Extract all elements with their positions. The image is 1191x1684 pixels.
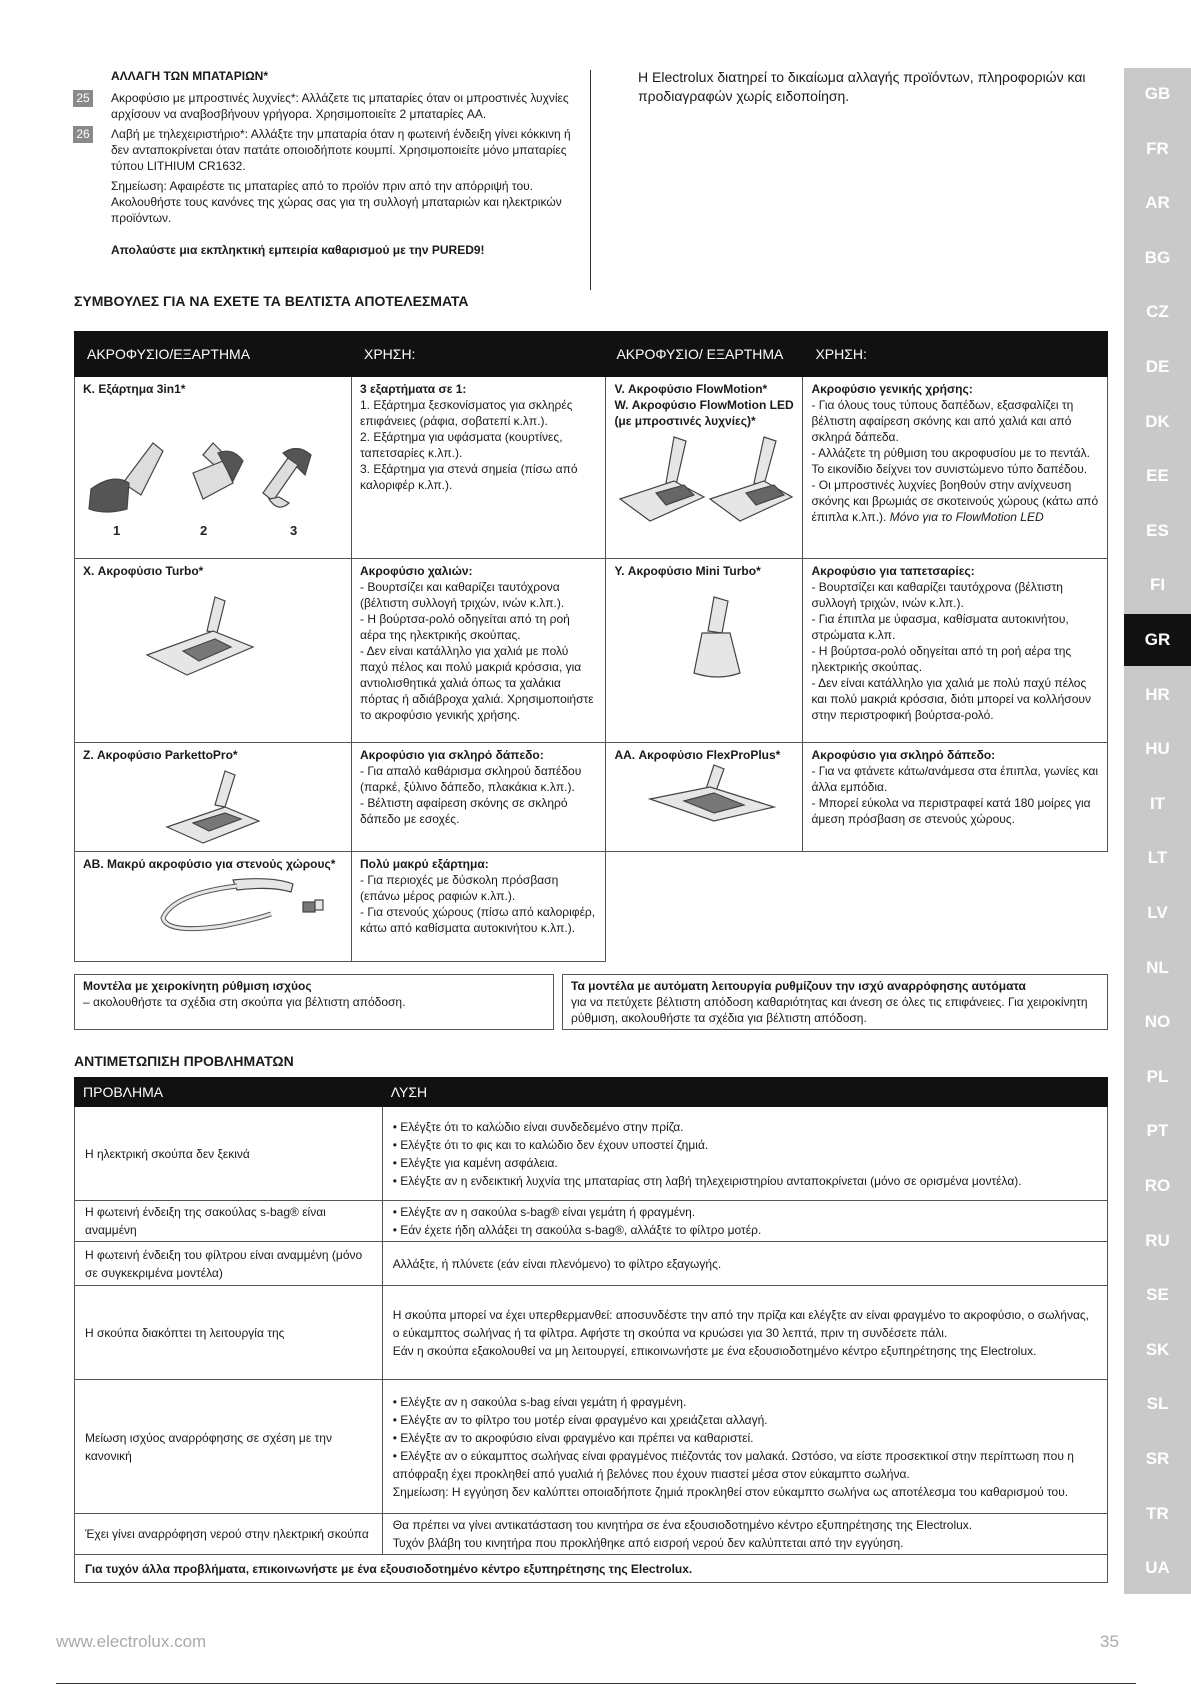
tips-heading: ΣΥΜΒΟΥΛΕΣ ΓΙΑ ΝΑ ΕΧΕΤΕ ΤΑ ΒΕΛΤΙΣΤΑ ΑΠΟΤΕΛΕΣΜΑΤΑ	[74, 293, 469, 309]
accessory-cell	[75, 852, 352, 962]
language-tab-dk[interactable]: DK	[1124, 396, 1191, 448]
usage-text: - Για περιοχές με δύσκολη πρόσβαση (επάνω μέρος ραφιών κ.λπ.). - Για στενούς χώρους (πίσω από καλοριφέρ, κάτω από καθίσματα αυτοκινήτου κ.λπ.).	[360, 873, 596, 935]
auto-power-text: για να πετύχετε βέλτιστη απόδοση καθαριότητας και άνεση σε όλες τις επιφάνειες. Για χειροκίνητη ρύθμιση, ακολουθήστε τα σχέδια για βέλτιστη απόδοση.	[571, 995, 1088, 1025]
usage-italic-note: Μόνο για το FlowMotion LED	[889, 510, 1044, 524]
language-tab-sl[interactable]: SL	[1124, 1378, 1191, 1430]
language-tab-ar[interactable]: AR	[1124, 177, 1191, 229]
manual-power-title: Μοντέλα με χειροκίνητη ρύθμιση ισχύος	[83, 979, 312, 993]
col-header: ΛΥΣΗ	[382, 1078, 1107, 1107]
usage-cell	[352, 377, 606, 559]
3in1-tool-illustration	[83, 403, 313, 543]
long-crevice-illustration	[153, 874, 333, 944]
part-label: 1	[113, 523, 121, 538]
language-tab-ua[interactable]: UA	[1124, 1542, 1191, 1594]
language-tab-hr[interactable]: HR	[1124, 669, 1191, 721]
mini-turbo-illustration	[674, 593, 774, 683]
battery-item-text: Λαβή με τηλεχειριστήριο*: Αλλάξτε την μπαταρία όταν η φωτεινή ένδειξη γίνει κόκκινη ή δεν ανταποκρίνεται όταν πατάτε οποιοδήποτε κουμπί. Χρησιμοποιείτε μόνο μπαταρίες τύπου LITHIUM CR1632.	[111, 127, 571, 173]
problem-cell: Η σκούπα διακόπτει τη λειτουργία της	[75, 1286, 383, 1380]
usage-title: Ακροφύσιο χαλιών:	[360, 564, 473, 578]
flowmotion-nozzle-illustration	[614, 433, 794, 523]
usage-title: Ακροφύσιο γενικής χρήσης:	[811, 382, 973, 396]
language-tab-gr[interactable]: GR	[1124, 614, 1191, 666]
usage-title: Ακροφύσιο για σκληρό δάπεδο:	[360, 748, 544, 762]
parkettopro-illustration	[163, 767, 323, 847]
usage-title: Πολύ μακρύ εξάρτημα:	[360, 857, 489, 871]
battery-note: Σημείωση: Αφαιρέστε τις μπαταρίες από το προϊόν πριν από την απόρριψή του. Ακολουθήστε τους κανόνες της χώρας σας για τη συλλογή μπαταριών και ηλεκτρικών προϊόντων.	[111, 179, 562, 225]
col-header: ΧΡΗΣΗ:	[803, 332, 1108, 377]
part-label: 2	[200, 523, 208, 538]
table-row	[75, 1514, 1108, 1555]
accessory-cell	[606, 559, 803, 743]
usage-cell	[352, 559, 606, 743]
accessory-name: AB. Μακρύ ακροφύσιο για στενούς χώρους*	[83, 857, 336, 871]
table-row	[75, 1201, 1108, 1242]
solution-cell: Αλλάξτε, ή πλύνετε (εάν είναι πλενόμενο) το φίλτρο εξαγωγής.	[382, 1242, 1107, 1286]
rights-note: Η Electrolux διατηρεί το δικαίωμα αλλαγής προϊόντων, πληροφοριών και προδιαγραφών χωρίς ειδοποίηση.	[638, 69, 1086, 104]
battery-heading: ΑΛΛΑΓΗ ΤΩΝ ΜΠΑΤΑΡΙΩΝ*	[111, 69, 269, 83]
problem-cell: Η ηλεκτρική σκούπα δεν ξεκινά	[75, 1107, 383, 1201]
usage-text: - Για να φτάνετε κάτω/ανάμεσα στα έπιπλα, γωνίες και άλλα εμπόδια. - Μπορεί εύκολα να περιστραφεί κατά 180 μοίρες για άμεση πρόσβαση σε στενούς χώρους.	[811, 764, 1099, 826]
accessory-cell	[75, 377, 352, 559]
language-tab-nl[interactable]: NL	[1124, 942, 1191, 994]
item-number: 25	[73, 90, 93, 107]
language-tab-lv[interactable]: LV	[1124, 887, 1191, 939]
accessory-name: V. Ακροφύσιο FlowMotion* W. Ακροφύσιο FlowMotion LED (με μπροστινές λυχνίες)*	[614, 382, 794, 428]
language-tab-es[interactable]: ES	[1124, 505, 1191, 557]
col-header: ΧΡΗΣΗ:	[352, 332, 606, 377]
flexproplus-illustration	[644, 763, 794, 823]
manual-power-box	[74, 974, 554, 1030]
battery-item-text: Ακροφύσιο με μπροστινές λυχνίες*: Αλλάζετε τις μπαταρίες όταν οι μπροστινές λυχνίες αρχίσουν να αναβοσβήνουν γρήγορα. Χρησιμοποιείτε 2 μπαταρίες AA.	[111, 91, 569, 121]
auto-power-title: Τα μοντέλα με αυτόματη λειτουργία ρυθμίζουν την ισχύ αναρρόφησης αυτόματα	[571, 979, 1026, 993]
usage-text: 1. Εξάρτημα ξεσκονίσματος για σκληρές επιφάνειες (ράφια, σοβατεπί κ.λπ.). 2. Εξάρτημα για υφάσματα (κουρτίνες, ταπετσαρίες κ.λπ.). 3. Εξάρτημα για στενά σημεία (πίσω από καλοριφέρ κ.λπ.).	[360, 398, 578, 492]
language-tab-pt[interactable]: PT	[1124, 1105, 1191, 1157]
solution-cell: Η σκούπα μπορεί να έχει υπερθερμανθεί: αποσυνδέστε την από την πρίζα και ελέγξτε αν είναι φραγμένο το ακροφύσιο, ο σωλήνας, ο εύκαμπτος σωλήνας ή τα φίλτρα. Αφήστε τη σκούπα να κρυώσει για 30 λεπτά, πριν τη συνδέσετε πάλι. Εάν η σκούπα εξακολουθεί να μη λειτουργεί, επικοινωνήστε με ένα εξουσιοδοτημένο κέντρο εξυπηρέτησης της Electrolux.	[382, 1286, 1107, 1380]
col-header: ΑΚΡΟΦΥΣΙΟ/ΕΞΑΡΤΗΜΑ	[75, 332, 352, 377]
language-tab-ro[interactable]: RO	[1124, 1160, 1191, 1212]
problem-cell: Μείωση ισχύος αναρρόφησης σε σχέση με την κανονική	[75, 1380, 383, 1514]
language-tab-de[interactable]: DE	[1124, 341, 1191, 393]
language-tab-gb[interactable]: GB	[1124, 68, 1191, 120]
language-tab-tr[interactable]: TR	[1124, 1488, 1191, 1540]
accessory-table	[74, 331, 1108, 962]
usage-text: - Βουρτσίζει και καθαρίζει ταυτόχρονα (βέλτιστη συλλογή τριχών, ινών κ.λπ.). - Η βούρτσα-ρολό οδηγείται από τη ροή αέρα της ηλεκτρικής σκούπας. - Δεν είναι κατάλληλο για χαλιά με πολύ παχύ πέλος και πολύ μακριά κρόσσια, για αντιολισθητικά χαλιά όπως τα χαλάκια πόρτας ή αδιάβροχα χαλιά. Χρησιμοποιήστε το ακροφύσιο γενικής χρήσης.	[360, 580, 594, 722]
problem-cell: Η φωτεινή ένδειξη του φίλτρου είναι αναμμένη (μόνο σε συγκεκριμένα μοντέλα)	[75, 1242, 383, 1286]
footer-url[interactable]: www.electrolux.com	[56, 1632, 207, 1651]
language-tab-sk[interactable]: SK	[1124, 1324, 1191, 1376]
usage-cell	[803, 377, 1108, 559]
language-tab-fr[interactable]: FR	[1124, 123, 1191, 175]
accessory-cell	[606, 377, 803, 559]
usage-title: Ακροφύσιο για ταπετσαρίες:	[811, 564, 975, 578]
language-tab-lt[interactable]: LT	[1124, 832, 1191, 884]
page-number: 35	[1100, 1632, 1119, 1651]
accessory-name: K. Εξάρτημα 3in1*	[83, 382, 186, 396]
battery-section	[76, 68, 581, 258]
enjoy-text: Απολαύστε μια εκπληκτική εμπειρία καθαρισμού με την PURED9!	[111, 243, 485, 257]
troubleshooting-footer: Για τυχόν άλλα προβλήματα, επικοινωνήστε με ένα εξουσιοδοτημένο κέντρο εξυπηρέτησης της Electrolux.	[75, 1555, 1108, 1583]
battery-item	[76, 90, 581, 122]
table-row	[75, 743, 1108, 852]
accessory-name: AA. Ακροφύσιο FlexProPlus*	[614, 748, 781, 762]
table-row	[75, 1242, 1108, 1286]
accessory-name: Y. Ακροφύσιο Mini Turbo*	[614, 564, 761, 578]
item-number: 26	[73, 126, 93, 143]
accessory-cell	[75, 743, 352, 852]
language-tab-fi[interactable]: FI	[1124, 559, 1191, 611]
table-row	[75, 559, 1108, 743]
table-row	[75, 1380, 1108, 1514]
problem-cell: Έχει γίνει αναρρόφηση νερού στην ηλεκτρική σκούπα	[75, 1514, 383, 1555]
language-tab-hu[interactable]: HU	[1124, 723, 1191, 775]
language-tab-ee[interactable]: EE	[1124, 450, 1191, 502]
troubleshooting-table	[74, 1077, 1108, 1583]
language-tab-ru[interactable]: RU	[1124, 1215, 1191, 1267]
language-tab-it[interactable]: IT	[1124, 778, 1191, 830]
usage-title: Ακροφύσιο για σκληρό δάπεδο:	[811, 748, 996, 762]
accessory-name: Z. Ακροφύσιο ParkettoPro*	[83, 748, 238, 762]
language-tab-no[interactable]: NO	[1124, 996, 1191, 1048]
table-row	[75, 1107, 1108, 1201]
table-row	[75, 1286, 1108, 1380]
usage-cell	[352, 852, 606, 962]
usage-cell	[803, 743, 1108, 852]
solution-cell: • Ελέγξτε αν η σακούλα s-bag® είναι γεμάτη ή φραγμένη. • Εάν έχετε ήδη αλλάξει τη σακούλα s-bag®, αλλάξτε το φίλτρο μοτέρ.	[382, 1201, 1107, 1242]
col-header: ΑΚΡΟΦΥΣΙΟ/ ΕΞΑΡΤΗΜΑ	[606, 332, 803, 377]
usage-text: - Βουρτσίζει και καθαρίζει ταυτόχρονα (βέλτιστη συλλογή τριχών, ινών κ.λπ.). - Για έπιπλα με ύφασμα, καθίσματα αυτοκινήτου, στρώματα κ.λπ. - Η βούρτσα-ρολό οδηγείται από τη ροή αέρα της ηλεκτρικής σκούπας. - Δεν είναι κατάλληλο για χαλιά με πολύ παχύ πέλος και πολύ μακριά κρόσσια, διότι μπορεί να κολλήσουν στην περιστροφική βούρτσα-ρολό.	[811, 580, 1091, 722]
language-tab-sr[interactable]: SR	[1124, 1433, 1191, 1485]
col-header: ΠΡΟΒΛΗΜΑ	[75, 1078, 383, 1107]
usage-text: - Για απαλό καθάρισμα σκληρού δαπέδου (παρκέ, ξύλινο δάπεδο, πλακάκια κ.λπ.). - Βέλτιστη αφαίρεση σκόνης σε σκληρό δάπεδο με εσοχές.	[360, 764, 582, 826]
manual-power-text: – ακολουθήστε τα σχέδια στη σκούπα για βέλτιστη απόδοση.	[83, 995, 406, 1009]
usage-cell	[803, 559, 1108, 743]
solution-cell: • Ελέγξτε ότι το καλώδιο είναι συνδεδεμένο στην πρίζα. • Ελέγξτε ότι το φις και το καλώδιο δεν έχουν υποστεί ζημιά. • Ελέγξτε για καμένη ασφάλεια. • Ελέγξτε αν η ενδεικτική λυχνία της μπαταρίας στη λαβή τηλεχειριστηρίου ανταποκρίνεται (μόνο σε ορισμένα μοντέλα).	[382, 1107, 1107, 1201]
solution-cell: • Ελέγξτε αν η σακούλα s-bag είναι γεμάτη ή φραγμένη. • Ελέγξτε αν το φίλτρο του μοτέρ είναι φραγμένο και χρειάζεται αλλαγή. • Ελέγξτε αν το ακροφύσιο είναι φραγμένο και πρέπει να καθαριστεί. • Ελέγξτε αν ο εύκαμπτος σωλήνας είναι φραγμένος πιέζοντάς τον μαλακά. Ωστόσο, να είστε προσεκτικοί στην περίπτωση που η απόφραξη έχει προκληθεί από γυαλιά ή βελόνες που έχουν πιαστεί μέσα στον εύκαμπτο σωλήνα. Σημείωση: Η εγγύηση δεν καλύπτει οποιαδήποτε ζημιά προκληθεί στον εύκαμπτο σωλήνα ως αποτέλεσμα του καθαρισμού του.	[382, 1380, 1107, 1514]
part-label: 3	[290, 523, 298, 538]
language-tab-pl[interactable]: PL	[1124, 1051, 1191, 1103]
auto-power-box	[562, 974, 1108, 1030]
usage-cell	[352, 743, 606, 852]
accessory-cell	[75, 559, 352, 743]
language-tab-se[interactable]: SE	[1124, 1269, 1191, 1321]
table-row	[75, 377, 1108, 559]
language-tab-cz[interactable]: CZ	[1124, 286, 1191, 338]
solution-cell: Θα πρέπει να γίνει αντικατάσταση του κινητήρα σε ένα εξουσιοδοτημένο κέντρο εξυπηρέτησης της Electrolux. Τυχόν βλάβη του κινητήρα που προκλήθηκε από εισροή νερού δεν καλύπτεται από την εγγύηση.	[382, 1514, 1107, 1555]
battery-item	[76, 126, 581, 174]
column-divider	[590, 70, 591, 290]
problem-cell: Η φωτεινή ένδειξη της σακούλας s-bag® είναι αναμμένη	[75, 1201, 383, 1242]
usage-text: - Για όλους τους τύπους δαπέδων, εξασφαλίζει τη βέλτιστη αφαίρεση σκόνης και από χαλιά και από σκληρά δάπεδα. - Αλλάζετε τη ρύθμιση του ακροφυσίου με το πεντάλ. Το εικονίδιο δείχνει τον συνιστώμενο τύπο δαπέδου. - Οι μπροστινές λυχνίες βοηθούν στην ανίχνευση σκόνης και βρωμιάς σε σκοτεινούς χώρους (κάτω από έπιπλα κ.λπ.).	[811, 398, 1099, 524]
table-row	[75, 1555, 1108, 1583]
accessory-name: X. Ακροφύσιο Turbo*	[83, 564, 204, 578]
table-row	[75, 852, 1108, 962]
turbo-nozzle-illustration	[143, 593, 343, 683]
troubleshooting-heading: ΑΝΤΙΜΕΤΩΠΙΣΗ ΠΡΟΒΛΗΜΑΤΩΝ	[74, 1053, 294, 1069]
accessory-cell	[606, 743, 803, 852]
language-tab-bg[interactable]: BG	[1124, 232, 1191, 284]
usage-title: 3 εξαρτήματα σε 1:	[360, 382, 467, 396]
